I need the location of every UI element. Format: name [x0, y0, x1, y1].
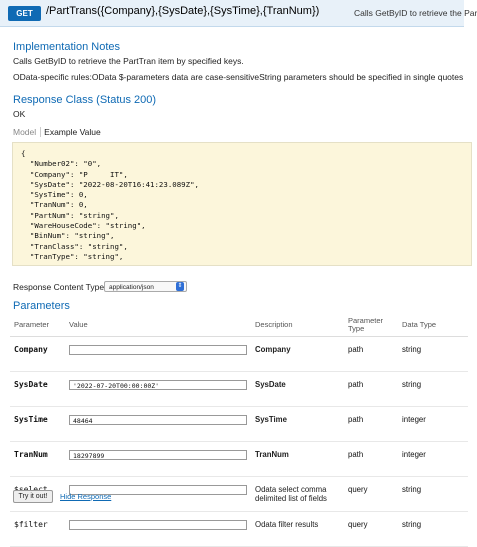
col-description: Description	[251, 314, 344, 337]
http-method-badge[interactable]: GET	[8, 6, 41, 21]
implementation-notes-title: Implementation Notes	[13, 41, 120, 53]
param-data-type: string	[398, 337, 468, 372]
param-data-type: integer	[398, 442, 468, 477]
tab-model[interactable]: Model	[13, 127, 37, 137]
tab-example-value[interactable]: Example Value	[40, 127, 104, 137]
parameters-header-row	[10, 314, 468, 337]
hide-response-link[interactable]: Hide Response	[60, 492, 112, 501]
param-data-type: string	[398, 372, 468, 407]
try-it-out-button[interactable]: Try it out!	[13, 490, 53, 503]
response-status-text: OK	[13, 109, 26, 119]
implementation-notes-line1: Calls GetByID to retrieve the PartTran item by specified keys.	[13, 56, 244, 66]
col-data-type: Data Type	[398, 314, 468, 337]
param-description: Odata filter results	[251, 512, 344, 547]
param-type: query	[344, 512, 398, 547]
model-tabs	[13, 127, 104, 137]
response-content-type-label: Response Content Type	[13, 282, 105, 292]
table-row	[10, 372, 468, 407]
param-description: Company	[251, 337, 344, 372]
filter-input[interactable]	[69, 520, 247, 530]
endpoint-path[interactable]: /PartTrans({Company},{SysDate},{SysTime},{TranNum})	[46, 5, 320, 17]
table-row	[10, 337, 468, 372]
example-json: { "Number02": "0", "Company": "P IT", "SysDate": "2022-08-20T16:41:23.089Z", "SysTime": 0, "TranNum": 0, "PartNum": "string", "WareHouseCode": "string", "BinNum": "string", "TranClass": "string", "TranType": "string",	[21, 149, 199, 261]
param-name: SysDate	[10, 372, 65, 407]
param-data-type: integer	[398, 407, 468, 442]
param-type: path	[344, 407, 398, 442]
param-name: SysTime	[10, 407, 65, 442]
implementation-notes-line2: OData-specific rules:OData $-parameters data are case-sensitiveString parameters should be specified in single quotes	[13, 72, 464, 82]
param-description: SysDate	[251, 372, 344, 407]
systime-input[interactable]: 48464	[69, 415, 247, 425]
trannum-input[interactable]: 18297899	[69, 450, 247, 460]
table-row	[10, 512, 468, 547]
response-content-type-select[interactable]	[104, 281, 187, 292]
table-row	[10, 442, 468, 477]
col-parameter: Parameter	[10, 314, 65, 337]
param-name: TranNum	[10, 442, 65, 477]
param-type: query	[344, 477, 398, 512]
operation-summary: Calls GetByID to retrieve the Par	[354, 8, 477, 18]
parameters-table	[10, 314, 468, 547]
response-class-title: Response Class (Status 200)	[13, 94, 157, 106]
col-value: Value	[65, 314, 251, 337]
operation-header[interactable]	[0, 0, 477, 27]
col-parameter-type: Parameter Type	[344, 314, 398, 337]
table-row	[10, 407, 468, 442]
param-description: SysTime	[251, 407, 344, 442]
sysdate-input[interactable]: '2022-07-20T00:00:00Z'	[69, 380, 247, 390]
chevron-down-icon: ⇕	[177, 283, 183, 289]
param-type: path	[344, 442, 398, 477]
param-data-type: string	[398, 512, 468, 547]
parameters-title: Parameters	[13, 300, 70, 312]
content-type-value: application/json	[109, 284, 154, 291]
param-data-type: string	[398, 477, 468, 512]
param-description: TranNum	[251, 442, 344, 477]
param-type: path	[344, 337, 398, 372]
param-description: Odata select comma delimited list of fields	[251, 477, 344, 512]
param-type: path	[344, 372, 398, 407]
example-value-box[interactable]	[12, 142, 472, 266]
param-name: $filter	[10, 512, 65, 547]
company-input[interactable]	[69, 345, 247, 355]
param-name: Company	[10, 337, 65, 372]
